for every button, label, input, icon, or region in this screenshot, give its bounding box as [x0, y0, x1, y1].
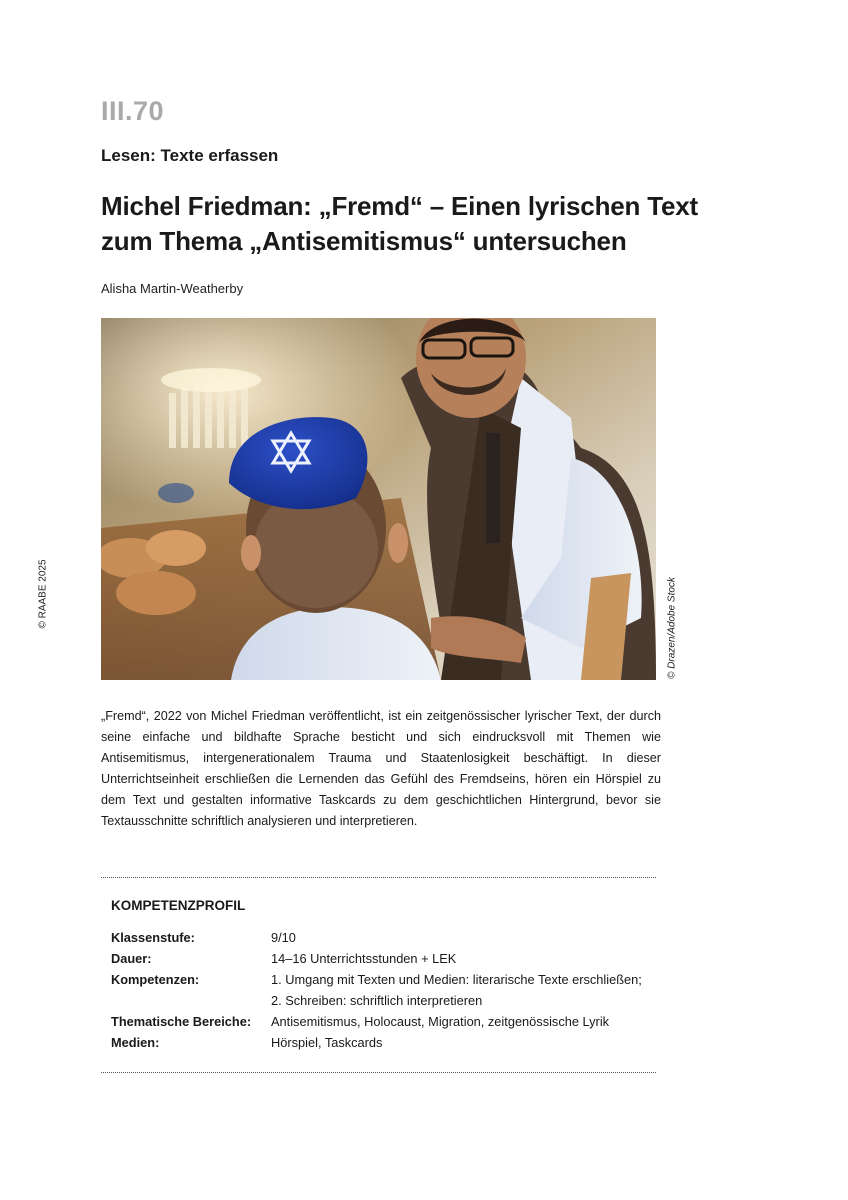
- profile-value: 1. Umgang mit Texten und Medien: literarische Texte erschließen;: [271, 972, 642, 987]
- unit-code: III.70: [101, 96, 165, 126]
- photo-credit: © Drazen/Adobe Stock: [666, 577, 678, 679]
- profile-value: Antisemitismus, Holocaust, Migration, zeitgenössische Lyrik: [271, 1014, 610, 1029]
- profile-label: Thematische Bereiche:: [111, 1014, 252, 1029]
- author: Alisha Martin-Weatherby: [101, 281, 244, 296]
- section-heading: Lesen: Texte erfassen: [101, 146, 279, 165]
- intro-paragraph: „Fremd“, 2022 von Michel Friedman veröffentlicht, ist ein zeitgenössischer lyrischer Text, der durch seine einfache und bildhafte Sprache besticht und sich eindrucksvoll mit Themen wie Antisemitismus, intergenerationalem Trauma und Staatenlosigkeit beschäftigt. In dieser Unterrichtseinheit erschließen die Lernenden das Gefühl des Fremdseins, hören ein Hörspiel zu dem Text und gestalten informative Taskcards zu dem geschichtlichen Hintergrund, bevor sie Textausschnitte schriftlich analysieren und interpretieren.: [101, 709, 661, 828]
- profile-value: 2. Schreiben: schriftlich interpretieren: [271, 993, 483, 1008]
- profile-label: Kompetenzen:: [111, 972, 200, 987]
- cover-photo: [101, 318, 656, 680]
- profile-value: 9/10: [271, 930, 296, 945]
- title-line-1: Michel Friedman: „Fremd“ – Einen lyrischen Text: [101, 191, 698, 221]
- profile-value: 14–16 Unterrichtsstunden + LEK: [271, 951, 457, 966]
- profile-label: Dauer:: [111, 951, 152, 966]
- profile-label: Medien:: [111, 1035, 160, 1050]
- profile-label: Klassenstufe:: [111, 930, 195, 945]
- competence-profile-box: [101, 877, 656, 1073]
- side-copyright: © RAABE 2025: [37, 559, 49, 629]
- title-line-2: zum Thema „Antisemitismus“ untersuchen: [101, 226, 627, 256]
- page-title: [101, 189, 701, 259]
- profile-value: Hörspiel, Taskcards: [271, 1035, 383, 1050]
- competence-profile-title: KOMPETENZPROFIL: [111, 898, 246, 913]
